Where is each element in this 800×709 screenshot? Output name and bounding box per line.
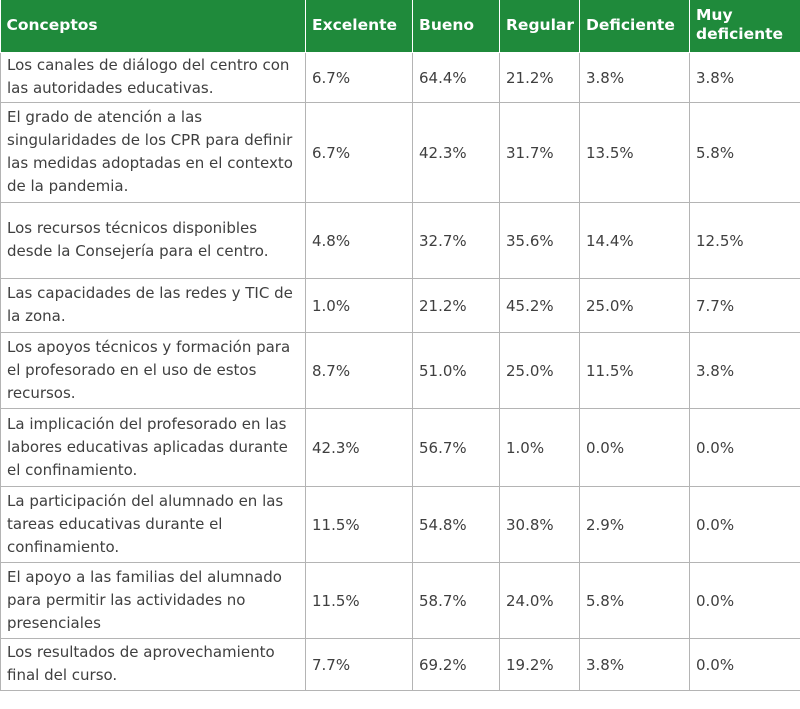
table-row [1,562,800,638]
excelente-cell: 7.7% [306,638,413,690]
muy-deficiente-cell: 7.7% [690,278,800,332]
concept-cell: La participación del alumnado en las tareas educativas durante el confinamiento. [1,486,306,562]
deficiente-cell: 3.8% [580,638,690,690]
regular-cell: 1.0% [500,408,580,486]
concept-cell: Los canales de diálogo del centro con las autoridades educativas. [1,52,306,102]
table-header [1,0,800,52]
regular-cell: 24.0% [500,562,580,638]
muy-deficiente-cell: 3.8% [690,52,800,102]
bueno-cell: 56.7% [413,408,500,486]
table-row [1,202,800,278]
regular-cell: 21.2% [500,52,580,102]
muy-deficiente-cell: 0.0% [690,562,800,638]
deficiente-cell: 14.4% [580,202,690,278]
excelente-cell: 11.5% [306,562,413,638]
table-row [1,332,800,408]
muy-deficiente-cell: 0.0% [690,486,800,562]
concept-cell: Los recursos técnicos disponibles desde la Consejería para el centro. [1,202,306,278]
concept-cell: Las capacidades de las redes y TIC de la zona. [1,278,306,332]
muy-deficiente-cell: 12.5% [690,202,800,278]
muy-deficiente-cell: 0.0% [690,408,800,486]
bueno-cell: 32.7% [413,202,500,278]
table-row [1,278,800,332]
regular-cell: 25.0% [500,332,580,408]
deficiente-cell: 0.0% [580,408,690,486]
bueno-cell: 42.3% [413,102,500,202]
deficiente-cell: 13.5% [580,102,690,202]
bueno-cell: 69.2% [413,638,500,690]
header-muy-deficiente: Muy deficiente [690,0,800,52]
bueno-cell: 51.0% [413,332,500,408]
table-body [1,52,800,690]
header-bueno: Bueno [413,0,500,52]
concept-cell: Los apoyos técnicos y formación para el profesorado en el uso de estos recursos. [1,332,306,408]
header-excelente: Excelente [306,0,413,52]
header-regular: Regular [500,0,580,52]
table-row [1,638,800,690]
header-row [1,0,800,52]
header-conceptos: Conceptos [1,0,306,52]
regular-cell: 35.6% [500,202,580,278]
deficiente-cell: 3.8% [580,52,690,102]
excelente-cell: 42.3% [306,408,413,486]
concept-cell: El grado de atención a las singularidades de los CPR para definir las medidas adoptadas en el contexto de la pandemia. [1,102,306,202]
deficiente-cell: 2.9% [580,486,690,562]
excelente-cell: 4.8% [306,202,413,278]
table-row [1,102,800,202]
concept-cell: La implicación del profesorado en las labores educativas aplicadas durante el confinamiento. [1,408,306,486]
deficiente-cell: 5.8% [580,562,690,638]
regular-cell: 31.7% [500,102,580,202]
regular-cell: 45.2% [500,278,580,332]
muy-deficiente-cell: 0.0% [690,638,800,690]
header-deficiente: Deficiente [580,0,690,52]
excelente-cell: 1.0% [306,278,413,332]
excelente-cell: 11.5% [306,486,413,562]
excelente-cell: 8.7% [306,332,413,408]
table-row [1,52,800,102]
muy-deficiente-cell: 3.8% [690,332,800,408]
table-row [1,408,800,486]
regular-cell: 30.8% [500,486,580,562]
muy-deficiente-cell: 5.8% [690,102,800,202]
excelente-cell: 6.7% [306,102,413,202]
bueno-cell: 64.4% [413,52,500,102]
deficiente-cell: 25.0% [580,278,690,332]
table-row [1,486,800,562]
regular-cell: 19.2% [500,638,580,690]
bueno-cell: 21.2% [413,278,500,332]
concept-cell: El apoyo a las familias del alumnado para permitir las actividades no presenciales [1,562,306,638]
bueno-cell: 58.7% [413,562,500,638]
excelente-cell: 6.7% [306,52,413,102]
concept-cell: Los resultados de aprovechamiento final del curso. [1,638,306,690]
bueno-cell: 54.8% [413,486,500,562]
deficiente-cell: 11.5% [580,332,690,408]
